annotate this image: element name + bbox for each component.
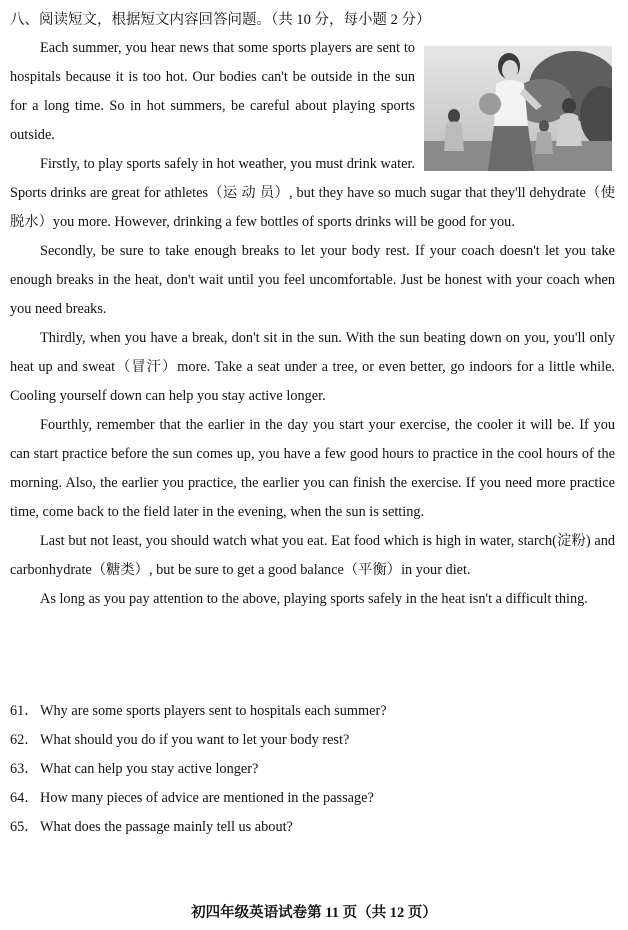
paragraph-5: Fourthly, remember that the earlier in the day you start your exercise, the cooler it will be. If you can start practice before the sun comes up, you have a few good hours to practice in the cool hours of the morning. Also, the earlier you practice, the earlier you can finish the exercise. If you need more practice time, come back to the field later in the evening, when the sun is setting. [10,417,615,520]
question-text: Why are some sports players sent to hospitals each summer? [40,703,387,719]
question-list [10,697,610,842]
paragraph-4: Thirdly, when you have a break, don't sit in the sun. With the sun beating down on you, you'll only heat up and sweat（冒汗）more. Take a seat under a tree, or even better, go indoors for a little while. Cooling yourself down can help you stay active longer. [10,330,615,404]
page-footer: 初四年级英语试卷第 11 页（共 12 页） [191,905,437,921]
question-text: How many pieces of advice are mentioned in the passage? [40,790,374,806]
question-number: 62． [10,732,39,748]
question-number: 63． [10,761,39,777]
question-item [10,755,610,784]
paragraph-6: Last but not least, you should watch what you eat. Eat food which is high in water, starch(淀粉) and carbonhydrate（糖类）, but be sure to get a good balance（平衡）in your diet. [10,533,615,578]
section-heading: 八、阅读短文，根据短文内容回答问题。（共 10 分，每小题 2 分） [10,12,431,28]
paragraph-2: Firstly, to play sports safely in hot weather, you must drink water. Sports drinks are great for athletes（运 动 员）, but they have so much sugar that they'll dehydrate（使脱水）you more. However, drinking a few bottles of sports drinks will be good for you. [10,156,615,230]
question-item [10,813,610,842]
question-text: What should you do if you want to let your body rest? [40,732,350,748]
photo-space [415,42,615,169]
question-number: 61． [10,703,39,719]
question-number: 65． [10,819,39,835]
question-item [10,697,610,726]
reading-passage [10,34,615,614]
question-text: What does the passage mainly tell us about? [40,819,293,835]
question-number: 64． [10,790,39,806]
question-text: What can help you stay active longer? [40,761,259,777]
paragraph-7: As long as you pay attention to the above, playing sports safely in the heat isn't a difficult thing. [40,591,588,607]
question-item [10,784,610,813]
question-item [10,726,610,755]
paragraph-1: Each summer, you hear news that some sports players are sent to hospitals because it is too hot. Our bodies can't be outside in the sun for a long time. So in hot summers, be careful about playing sports outside. [10,40,415,143]
paragraph-3: Secondly, be sure to take enough breaks to let your body rest. If your coach doesn't let you take enough breaks in the heat, don't wait until you feel uncomfortable. Just be honest with your coach when you need breaks. [10,243,615,317]
